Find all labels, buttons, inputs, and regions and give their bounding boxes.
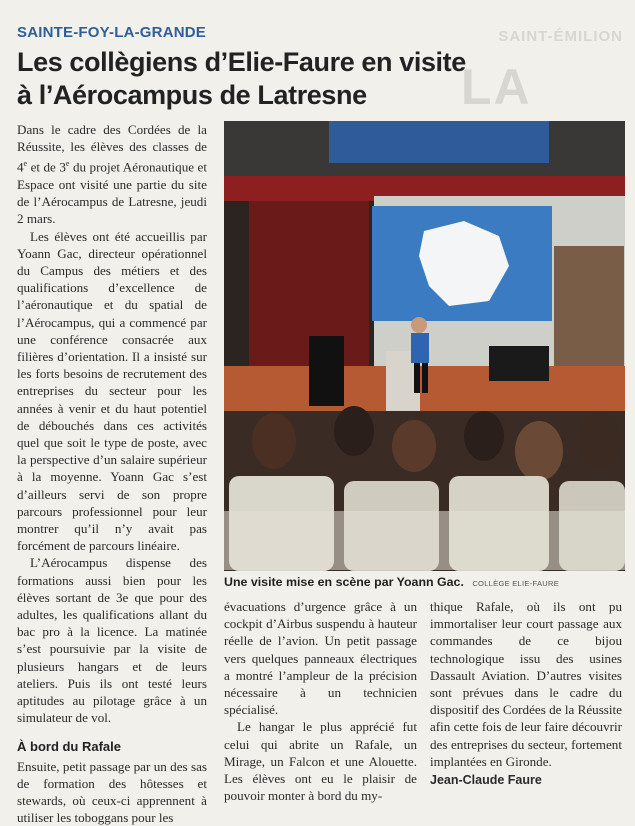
text-column-1 [17, 121, 207, 826]
intro-span-1: Dans le cadre des Cordées de la Réussite, les élèves des classes de 4 [17, 122, 207, 175]
text-column-2 [224, 598, 417, 804]
article-headline [17, 46, 537, 112]
bleed-line-1: SAINT-ÉMILION [498, 28, 623, 45]
author-signature: Jean-Claude Faure [430, 773, 542, 788]
intro-span-2: et de 3 [27, 159, 66, 175]
body-paragraph-5-continued: thique Rafale, où ils ont pu immortaliser leur court passage aux commandes de ce bijou technologique issu des usines Dassault Aviation. D’autres visites sont prévues dans le cadre du dispositif des Cordées de la Réussite afin cette fois de leur faire découvrir des entreprises du secteur, fortement implantées en Gironde. [430, 599, 622, 769]
body-paragraph-4-continued: évacuations d’urgence grâce à un cockpit d’Airbus suspendu à hauteur réelle de l’avion. Un petit passage vers quelques panneaux électriques a montré l’ampleur de la précision nécessaire à un technicien spécialisé. [224, 599, 417, 718]
caption-text: Une visite mise en scène par Yoann Gac. [224, 575, 464, 589]
intro-span-3: du projet Aéronautique et Espace ont visité une partie du site de l’Aérocampus de Latresne, jeudi 2 mars. [17, 159, 207, 227]
subheading: À bord du Rafale [17, 739, 122, 755]
headline-line-2: à l’Aérocampus de Latresne [17, 80, 367, 110]
body-paragraph-5-start: Le hangar le plus apprécié fut celui qui abrite un Rafale, un Mirage, un Falcon et une Alouette. Les élèves ont eu le plaisir de pouvoir monter à bord du my- [224, 719, 417, 804]
headline-line-1: Les collègiens d’Elie-Faure en visite [17, 47, 466, 77]
article-photo [224, 121, 625, 570]
body-paragraph-3: L’Aérocampus dispense des formations aussi bien pour les élèves sortant de 3e que pour des adultes, les qualifications allant du bac pro à la licence. La matinée s’est poursuivie par la visite de plusieurs hangars et de leurs ateliers. Puis ils ont testé leurs aptitudes au pilotage grâce à un simulateur de vol. [17, 555, 207, 726]
lecture-hall-photo-icon [224, 121, 625, 570]
photo-caption [224, 573, 625, 589]
text-column-3 [430, 598, 622, 789]
body-paragraph-2: Les élèves ont été accueillis par Yoann Gac, directeur opérationnel du Campus des métiers et des qualifications d’excellence de l’aéronautique et du spatial de l’Aérocampus, qui a commencé par une conférence consacrée aux filières d’orientation. Il a insisté sur les forts besoins de recrutement des entreprises du secteur pour les années à venir et du haut potentiel de débouchés dans ces activités quel que soit le type de poste, avec la perspective d’un salaire supérieur à la moyenne. Yoann Gac s’est d’ailleurs servi de son propre parcours professionnel pour leur montrer qu’il n’y avait pas forcément de parcours linéaire. [17, 228, 207, 554]
photo-credit: COLLÈGE ELIE-FAURE [472, 579, 560, 588]
bleed-line-2: LA [461, 59, 530, 115]
body-paragraph-4-start: Ensuite, petit passage par un des sas de formation des hôtesses et stewards, où ceux-ci apprennent à utiliser les toboggans pour les [17, 758, 207, 826]
intro-paragraph: Dans le cadre des Cordées de la Réussite, les élèves des classes de 4e et de 3e du projet Aéronautique et Espace ont visité une partie du site de l’Aérocampus de Latresne, jeudi 2 mars. [17, 122, 207, 227]
section-label: SAINTE-FOY-LA-GRANDE [17, 24, 206, 41]
